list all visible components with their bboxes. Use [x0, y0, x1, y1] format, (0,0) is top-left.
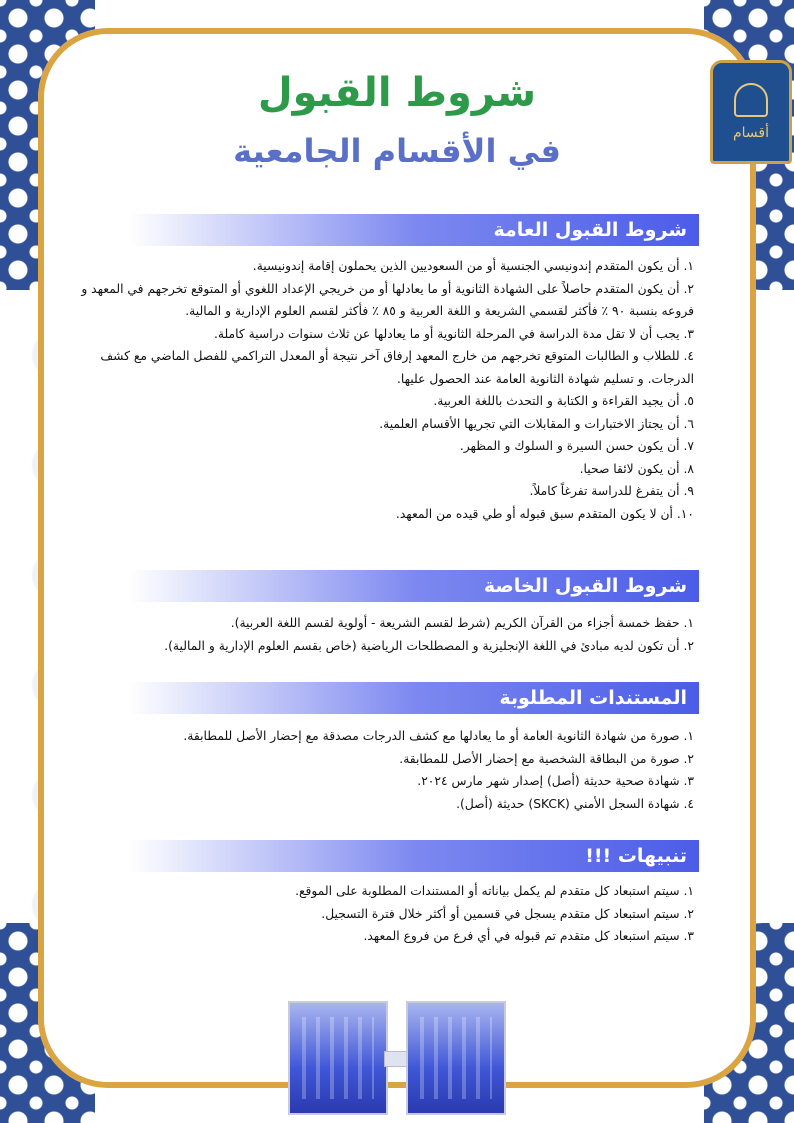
- section-header-special: [129, 570, 699, 602]
- list-item: ٦. أن يجتاز الاختبارات و المقابلات التي تجريها الأقسام العلمية.: [379, 416, 694, 431]
- notices-list: [54, 880, 694, 948]
- list-item: ٤. شهادة السجل الأمني (SKCK) حديثة (أصل).: [456, 796, 694, 811]
- list-item: ١. صورة من شهادة الثانوية العامة أو ما يعادلها مع كشف الدرجات مصدقة مع إحضار الأصل للمطابقة.: [183, 729, 694, 743]
- required-documents-list: [54, 725, 694, 815]
- list-item: ٧. أن يكون حسن السيرة و السلوك و المظهر.: [459, 439, 694, 453]
- section-title: تنبيهات !!!: [585, 845, 687, 867]
- logo-text: أقسام: [733, 125, 770, 141]
- building-tower-left: [288, 1001, 388, 1115]
- page-title: شروط القبول: [257, 70, 537, 116]
- section-title: المستندات المطلوبة: [499, 687, 687, 709]
- list-item: ٢. صورة من البطاقة الشخصية مع إحضار الأصل للمطابقة.: [399, 751, 694, 766]
- section-title: شروط القبول الخاصة: [483, 575, 687, 597]
- list-item: ٣. يجب أن لا تقل مدة الدراسة في المرحلة الثانوية أو ما يعادلها عن ثلاث سنوات دراسية كاملة.: [213, 326, 694, 341]
- list-item: ١. أن يكون المتقدم إندونيسي الجنسية أو من السعوديين الذين يحملون إقامة إندونيسية.: [252, 259, 694, 273]
- list-item: ١. حفظ خمسة أجزاء من القرآن الكريم (شرط لقسم الشريعة - أولوية لقسم اللغة العربية).: [230, 616, 694, 630]
- page-subtitle: في الأقسام الجامعية: [233, 132, 561, 170]
- list-item: ٢. سيتم استبعاد كل متقدم يسجل في قسمين أو أكثر خلال فترة التسجيل.: [321, 906, 694, 921]
- list-item: ٨. أن يكون لائقا صحيا.: [579, 461, 694, 476]
- general-conditions-list: [54, 255, 694, 525]
- list-item: ٣. سيتم استبعاد كل متقدم تم قبوله في أي فرع من فروع المعهد.: [363, 929, 694, 943]
- section-title: شروط القبول العامة: [493, 219, 687, 241]
- list-item: ٥. أن يجيد القراءة و الكتابة و التحدث باللغة العربية.: [433, 394, 694, 408]
- list-item: ١. سيتم استبعاد كل متقدم لم يكمل بياناته أو المستندات المطلوبة على الموقع.: [295, 884, 694, 898]
- section-header-general: [129, 214, 699, 246]
- special-conditions-list: [54, 612, 694, 657]
- building-tower-right: [406, 1001, 506, 1115]
- list-item: ٩. أن يتفرغ للدراسة تفرغاً كاملاً.: [529, 484, 694, 498]
- list-item: ٤. للطلاب و الطالبات المتوقع تخرجهم من خارج المعهد إرفاق آخر نتيجة أو المعدل التراكمي للفصل الماضي مع كشف الدرجات. و تسليم شهادة الثانوية العامة عند الحصول عليها.: [100, 349, 694, 386]
- list-item: ٢. أن يكون المتقدم حاصلاً على الشهادة الثانوية أو ما يعادلها أو من خريجي الإعداد اللغوي أو المتوقع تخرجهم في المعهد و فروعه بنسبة ٩٠ ٪ فأكثر لقسمي الشريعة و اللغة العربية و ٨٥ ٪ فأكثر لقسم العلوم الإدارية و المالية.: [81, 281, 694, 318]
- list-item: ١٠. أن لا يكون المتقدم سبق قبوله أو طي قيده من المعهد.: [395, 506, 694, 521]
- list-item: ٢. أن تكون لديه مبادئ في اللغة الإنجليزية و المصطلحات الرياضية (خاص بقسم العلوم الإدارية و المالية).: [164, 638, 694, 653]
- building-illustration: [288, 1000, 506, 1115]
- list-item: ٣. شهادة صحية حديثة (أصل) إصدار شهر مارس ٢٠٢٤.: [417, 774, 694, 788]
- section-header-notices: [129, 840, 699, 872]
- section-header-documents: [129, 682, 699, 714]
